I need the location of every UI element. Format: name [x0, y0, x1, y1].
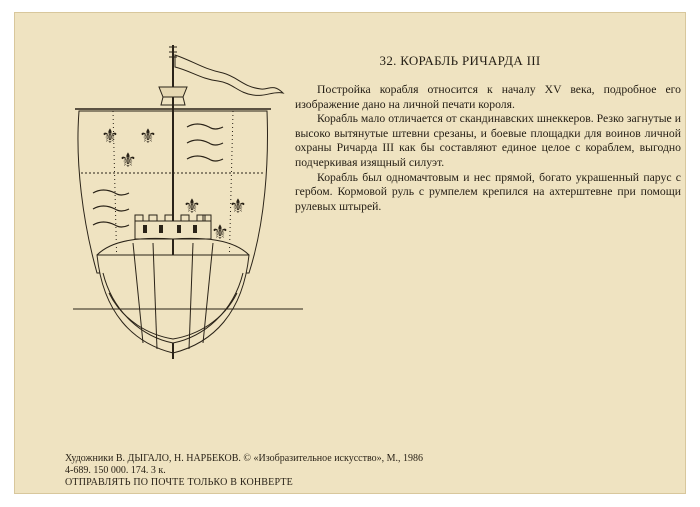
svg-text:⚜: ⚜ [119, 148, 137, 172]
ship-illustration [73, 43, 305, 363]
svg-text:⚜: ⚜ [229, 194, 247, 218]
mail-notice: ОТПРАВЛЯТЬ ПО ПОЧТЕ ТОЛЬКО В КОНВЕРТЕ [65, 477, 293, 488]
svg-text:⚜: ⚜ [139, 124, 157, 148]
publisher-footer [65, 453, 545, 489]
paragraph: Корабль был одномачтовым и нес прямой, богато украшенный парус с гербом. Кормовой руль с румпелем крепился на ахтерштевне при помощи рулевых штырей. [295, 170, 681, 213]
svg-text:⚜: ⚜ [183, 194, 201, 218]
description [295, 83, 681, 214]
print-info: 4-689. 150 000. 174. 3 к. [65, 465, 166, 476]
svg-text:⚜: ⚜ [101, 124, 119, 148]
paragraph: Постройка корабля относится к началу XV века, подробное его изображение дано на личной печати короля. [295, 83, 681, 111]
svg-text:⚜: ⚜ [211, 220, 229, 244]
card-title: 32. КОРАБЛЬ РИЧАРДА III [379, 53, 541, 68]
paragraph: Корабль мало отличается от скандинавских шнеккеров. Резко загнутые и высоко вытянутые штевни срезаны, и боевые площадки для воинов личной охраны Ричарда III как бы составляют единое целое с кораблем, выгодно подчеркивая изящный силуэт. [295, 112, 681, 169]
artists-credit: Художники В. ДЫГАЛО, Н. НАРБЕКОВ. © «Изобразительное искусство», М., 1986 [65, 453, 424, 464]
postcard [14, 12, 686, 494]
